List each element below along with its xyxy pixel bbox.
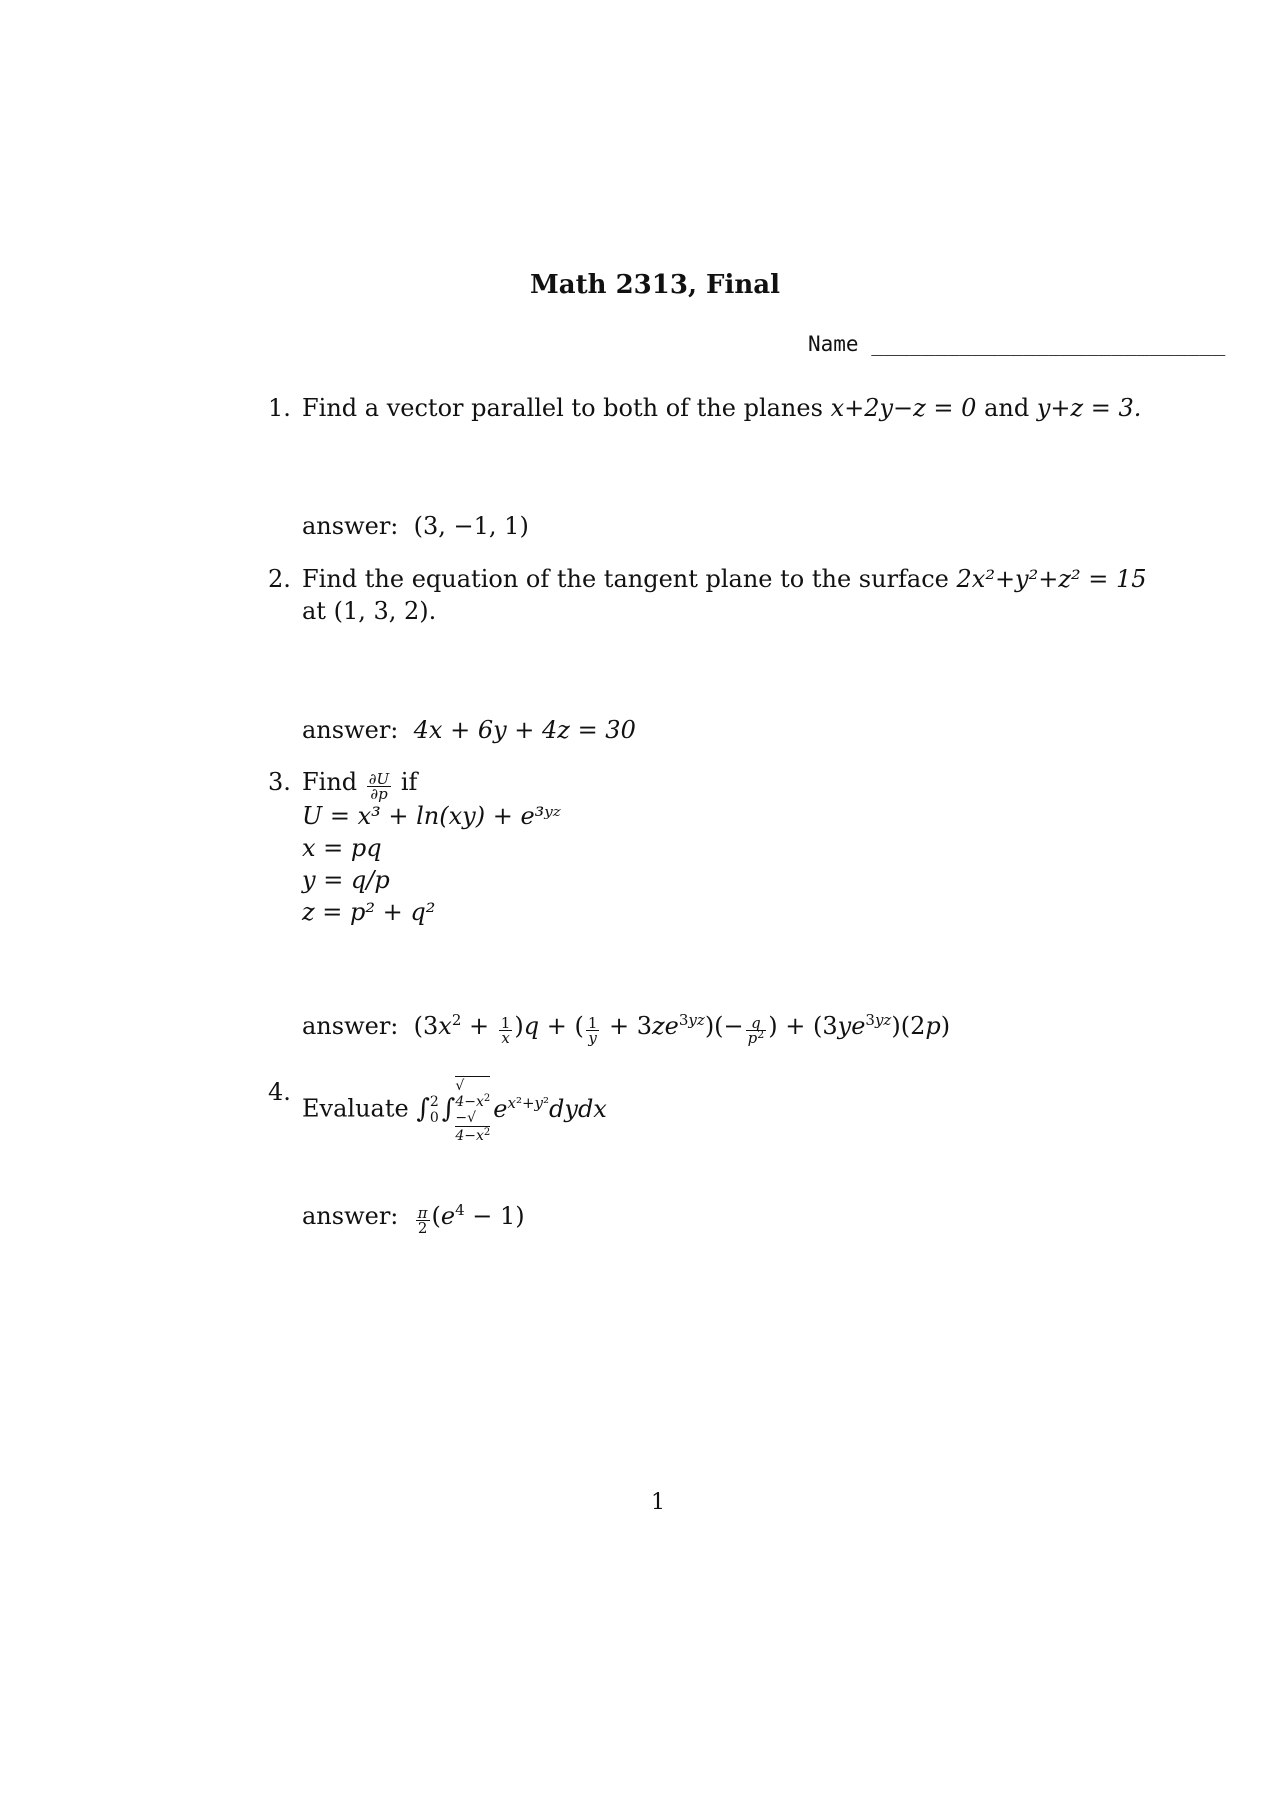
problem-2-point: at (1, 3, 2). [302, 597, 437, 625]
plane-2-equation: y+z = 3. [1036, 394, 1142, 422]
surface-equation: 2x²+y²+z² = 15 [956, 565, 1147, 593]
problem-3-number: 3. [268, 768, 291, 796]
problem-4-number: 4. [268, 1078, 291, 1106]
equation-U: U = x³ + ln(xy) + e³ʸᶻ [302, 802, 561, 830]
plane-1-equation: x+2y−z = 0 [830, 394, 977, 422]
answer-4-value: $\frac{\pi}{2}$ $(e^4 - 1)$ [417, 1201, 525, 1237]
problem-4-answer: answer: $\frac{\pi}{2}$ $(e^4 - 1)$ [302, 1201, 525, 1237]
name-field [808, 332, 1225, 356]
double-integral: ∫ 2 0 ∫ √ $4-x^2$ −√ $4-x^2$ $e^{x^2+y^2}dydx$ [416, 1078, 607, 1144]
partial-derivative: $\frac{\partial U}{\partial p}$ [368, 770, 390, 803]
problem-3-text: Find $\frac{\partial U}{\partial p}$ if [302, 768, 418, 803]
problem-4-text: Evaluate ∫ 2 0 ∫ √ $4-x^2$ −√ $4-x^2$ $e^{x^2+y^2}dydx$ [302, 1078, 607, 1144]
answer-2-value: 4x + 6y + 4z = 30 [413, 716, 636, 744]
equation-z: z = p² + q² [302, 898, 436, 926]
answer-1-value: (3, −1, 1) [413, 512, 529, 540]
problem-2-number: 2. [268, 565, 291, 593]
exam-title: Math 2313, Final [529, 270, 781, 300]
problem-1-answer: answer: (3, −1, 1) [302, 512, 529, 540]
page-number: 1 [651, 1490, 665, 1515]
problem-2-text: Find the equation of the tangent plane to the surface 2x²+y²+z² = 15 [302, 565, 1147, 593]
name-label: Name [808, 332, 859, 356]
problem-1-text: Find a vector parallel to both of the planes x+2y−z = 0 and y+z = 3. [302, 394, 1142, 422]
name-blank: ____________________________ [871, 332, 1226, 356]
problem-2-answer: answer: 4x + 6y + 4z = 30 [302, 716, 636, 744]
answer-3-value: ($3x^2$ + $\frac{1}{x}$ )q + ( $\frac{1}{y}$ + $3ze^{3yz})(-$ $\frac{q}{p^2}$ ) + $(3ye^{3yz})(2p)$ [413, 1011, 951, 1047]
problem-1-number: 1. [268, 394, 291, 422]
equation-x: x = pq [302, 834, 382, 862]
problem-3-answer: answer: ($3x^2$ + $\frac{1}{x}$ )q + ( $\frac{1}{y}$ + $3ze^{3yz})(-$ $\frac{q}{p^2}$ ) + $(3ye^{3yz})(2p)$ [302, 1011, 951, 1047]
equation-y: y = q/p [302, 866, 390, 894]
